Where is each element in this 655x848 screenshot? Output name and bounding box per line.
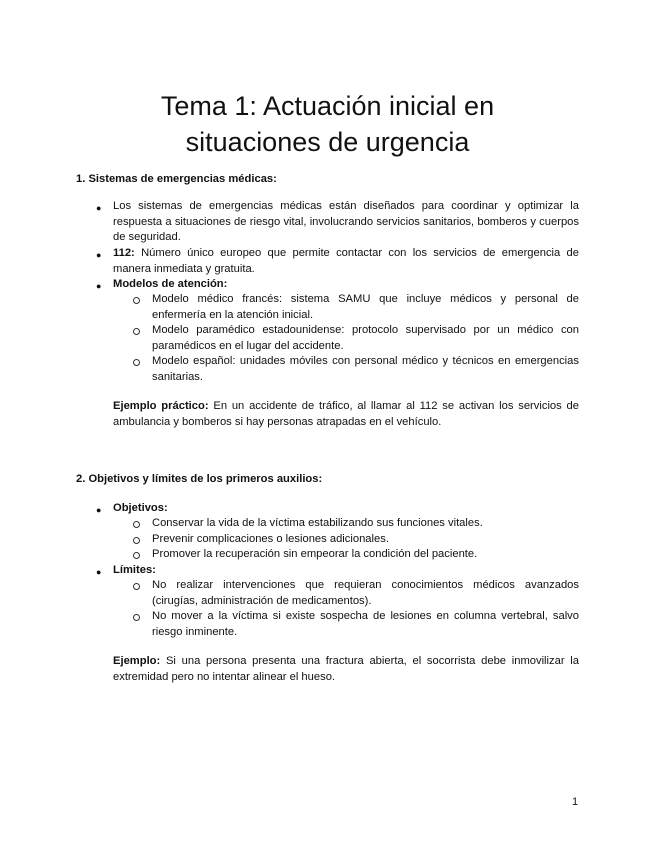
sub-bullet-circle xyxy=(133,552,140,559)
sub-item-objetivo-1: Conservar la vida de la víctima estabilizando sus funciones vitales. xyxy=(152,517,483,529)
sub-item-modelo-estadounidense: Modelo paramédico estadounidense: protocolo supervisado por un médico con paramédicos en el lugar del accidente. xyxy=(152,324,579,352)
sub-bullet-circle xyxy=(133,521,140,528)
sub-item-modelo-frances: Modelo médico francés: sistema SAMU que incluye médicos y personal de enfermería en la atención inicial. xyxy=(152,293,579,321)
sub-bullet-circle xyxy=(133,583,140,590)
example-paragraph-1 xyxy=(113,399,579,430)
bullet-dot: ● xyxy=(96,250,102,260)
title-line-1: Tema 1: Actuación inicial en xyxy=(160,91,495,121)
title-line-2: situaciones de urgencia xyxy=(185,127,470,157)
item-label-objetivos: Objetivos: xyxy=(113,502,168,514)
sub-bullet-circle xyxy=(133,614,140,621)
sub-item-objetivo-3: Promover la recuperación sin empeorar la condición del paciente. xyxy=(152,548,478,560)
bullet-dot: ● xyxy=(96,203,102,213)
bullet-dot: ● xyxy=(96,505,102,515)
sub-item-modelo-espanol: Modelo español: unidades móviles con personal médico y técnicos en emergencias sanitarias. xyxy=(152,355,579,383)
example-paragraph-2 xyxy=(113,654,579,685)
section-1-heading: 1. Sistemas de emergencias médicas: xyxy=(76,173,277,185)
sub-bullet-circle xyxy=(133,297,140,304)
example-label-2: Ejemplo: xyxy=(113,655,161,667)
example-label-1: Ejemplo práctico: xyxy=(113,400,209,412)
item-label-modelos: Modelos de atención: xyxy=(113,278,228,290)
list-item-limites xyxy=(113,563,579,579)
list-item-modelos xyxy=(113,277,579,293)
document-title xyxy=(0,88,655,160)
item-label-limites: Límites: xyxy=(113,564,156,576)
section-2-heading: 2. Objetivos y límites de los primeros auxilios: xyxy=(76,473,323,485)
item-label-112: 112: xyxy=(113,247,135,259)
sub-item-limite-1: No realizar intervenciones que requieran conocimientos médicos avanzados (cirugías, administración de medicamentos). xyxy=(152,579,579,607)
bullet-dot: ● xyxy=(96,567,102,577)
sub-item-objetivo-2: Prevenir complicaciones o lesiones adicionales. xyxy=(152,533,389,545)
list-item-sistemas: Los sistemas de emergencias médicas están diseñados para coordinar y optimizar la respuesta a situaciones de riesgo vital, involucrando servicios sanitarios, bomberos y cuerpos de seguridad. xyxy=(113,200,579,243)
sub-bullet-circle xyxy=(133,328,140,335)
sub-bullet-circle xyxy=(133,537,140,544)
page-number: 1 xyxy=(572,796,579,808)
sub-item-limite-2: No mover a la víctima si existe sospecha de lesiones en columna vertebral, salvo riesgo inminente. xyxy=(152,610,579,638)
item-text-112: Número único europeo que permite contactar con los servicios de emergencia de manera inmediata y gratuita. xyxy=(113,247,579,275)
sub-bullet-circle xyxy=(133,359,140,366)
list-item-112 xyxy=(113,246,579,277)
bullet-dot: ● xyxy=(96,281,102,291)
example-text-1: En un accidente de tráfico, al llamar al 112 se activan los servicios de ambulancia y bomberos si hay personas atrapadas en el vehículo. xyxy=(113,400,579,428)
example-text-2: Si una persona presenta una fractura abierta, el socorrista debe inmovilizar la extremidad pero no intentar alinear el hueso. xyxy=(113,655,579,683)
list-item-objetivos xyxy=(113,501,579,517)
